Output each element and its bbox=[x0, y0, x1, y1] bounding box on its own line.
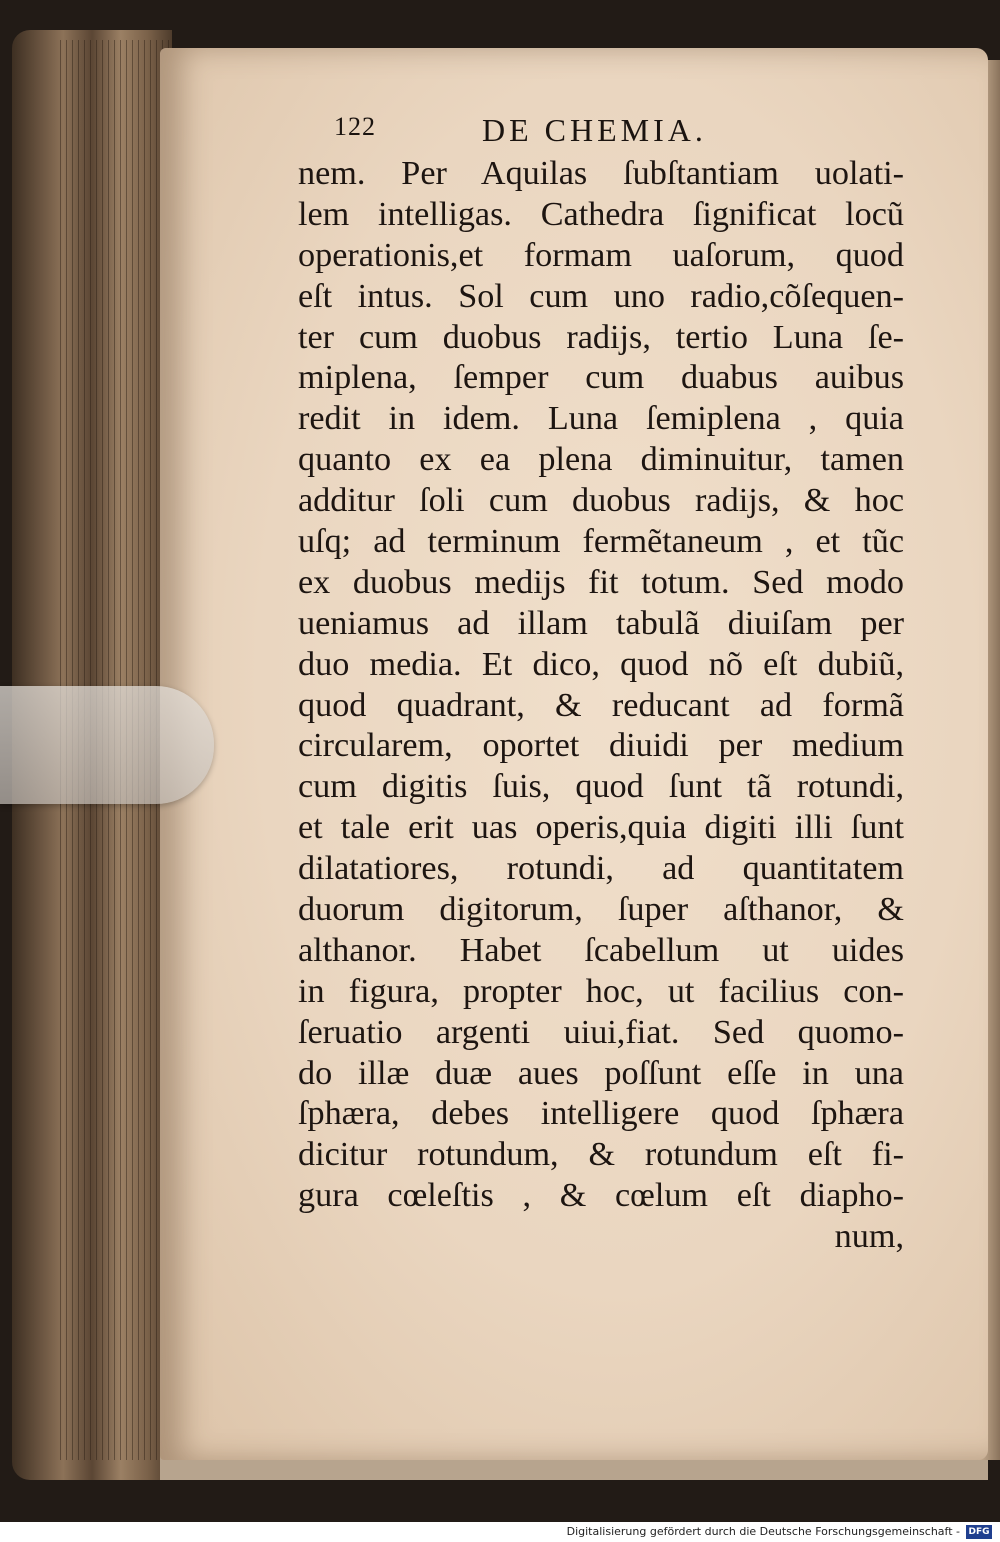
text-line: do illæ duæ aues poſſunt eſſe in una bbox=[298, 1054, 904, 1092]
text-line: circularem, oportet diuidi per medium bbox=[298, 727, 904, 765]
text-line: quod quadrant, & reducant ad formã bbox=[298, 686, 904, 724]
text-line: operationis,et formam uaſorum, quod bbox=[298, 236, 904, 274]
text-line: gura cœleſtis , & cœlum eſt diapho- bbox=[298, 1177, 904, 1215]
running-head bbox=[334, 112, 754, 156]
text-line: additur ſoli cum duobus radijs, & hoc bbox=[298, 482, 904, 520]
body-text bbox=[298, 154, 904, 1258]
text-line: miplena, ſemper cum duabus auibus bbox=[298, 359, 904, 397]
running-head-title: DE CHEMIA. bbox=[482, 112, 707, 148]
text-line: lem intelligas. Cathedra ſignificat locũ bbox=[298, 195, 904, 233]
text-line: ſphæra, debes intelligere quod ſphæra bbox=[298, 1095, 904, 1133]
text-line: dilatatiores, rotundi, ad quantitatem bbox=[298, 850, 904, 888]
text-line: uſq; ad terminum fermẽtaneum , et tũc bbox=[298, 523, 904, 561]
text-line: eſt intus. Sol cum uno radio,cõſequen- bbox=[298, 277, 904, 315]
text-line: dicitur rotundum, & rotundum eſt fi- bbox=[298, 1136, 904, 1174]
page-number: 122 bbox=[334, 112, 376, 141]
text-line: ſeruatio argenti uiui,fiat. Sed quomo- bbox=[298, 1013, 904, 1051]
footer-bar bbox=[0, 1522, 1000, 1542]
text-line: quanto ex ea plena diminuitur, tamen bbox=[298, 441, 904, 479]
text-line: redit in idem. Luna ſemiplena , quia bbox=[298, 400, 904, 438]
text-line: ueniamus ad illam tabulã diuiſam per bbox=[298, 604, 904, 642]
text-line: duo media. Et dico, quod nõ eſt dubiũ, bbox=[298, 645, 904, 683]
text-line: ter cum duobus radijs, tertio Luna ſe- bbox=[298, 318, 904, 356]
glass-clip bbox=[0, 686, 214, 804]
dfg-logo-icon: DFG bbox=[966, 1525, 992, 1539]
text-line: in figura, propter hoc, ut facilius con- bbox=[298, 972, 904, 1010]
text-line: cum digitis ſuis, quod ſunt tã rotundi, bbox=[298, 768, 904, 806]
catchword: num, bbox=[834, 1218, 904, 1256]
text-line: ex duobus medijs fit totum. Sed modo bbox=[298, 563, 904, 601]
funding-credit: Digitalisierung gefördert durch die Deutsche Forschungsgemeinschaft - bbox=[566, 1525, 960, 1538]
text-line: nem. Per Aquilas ſubſtantiam uolati- bbox=[298, 155, 904, 192]
text-line: althanor. Habet ſcabellum ut uides bbox=[298, 931, 904, 969]
text-line: duorum digitorum, ſuper aſthanor, & bbox=[298, 891, 904, 929]
text-line: et tale erit uas operis,quia digiti illi ſunt bbox=[298, 809, 904, 847]
